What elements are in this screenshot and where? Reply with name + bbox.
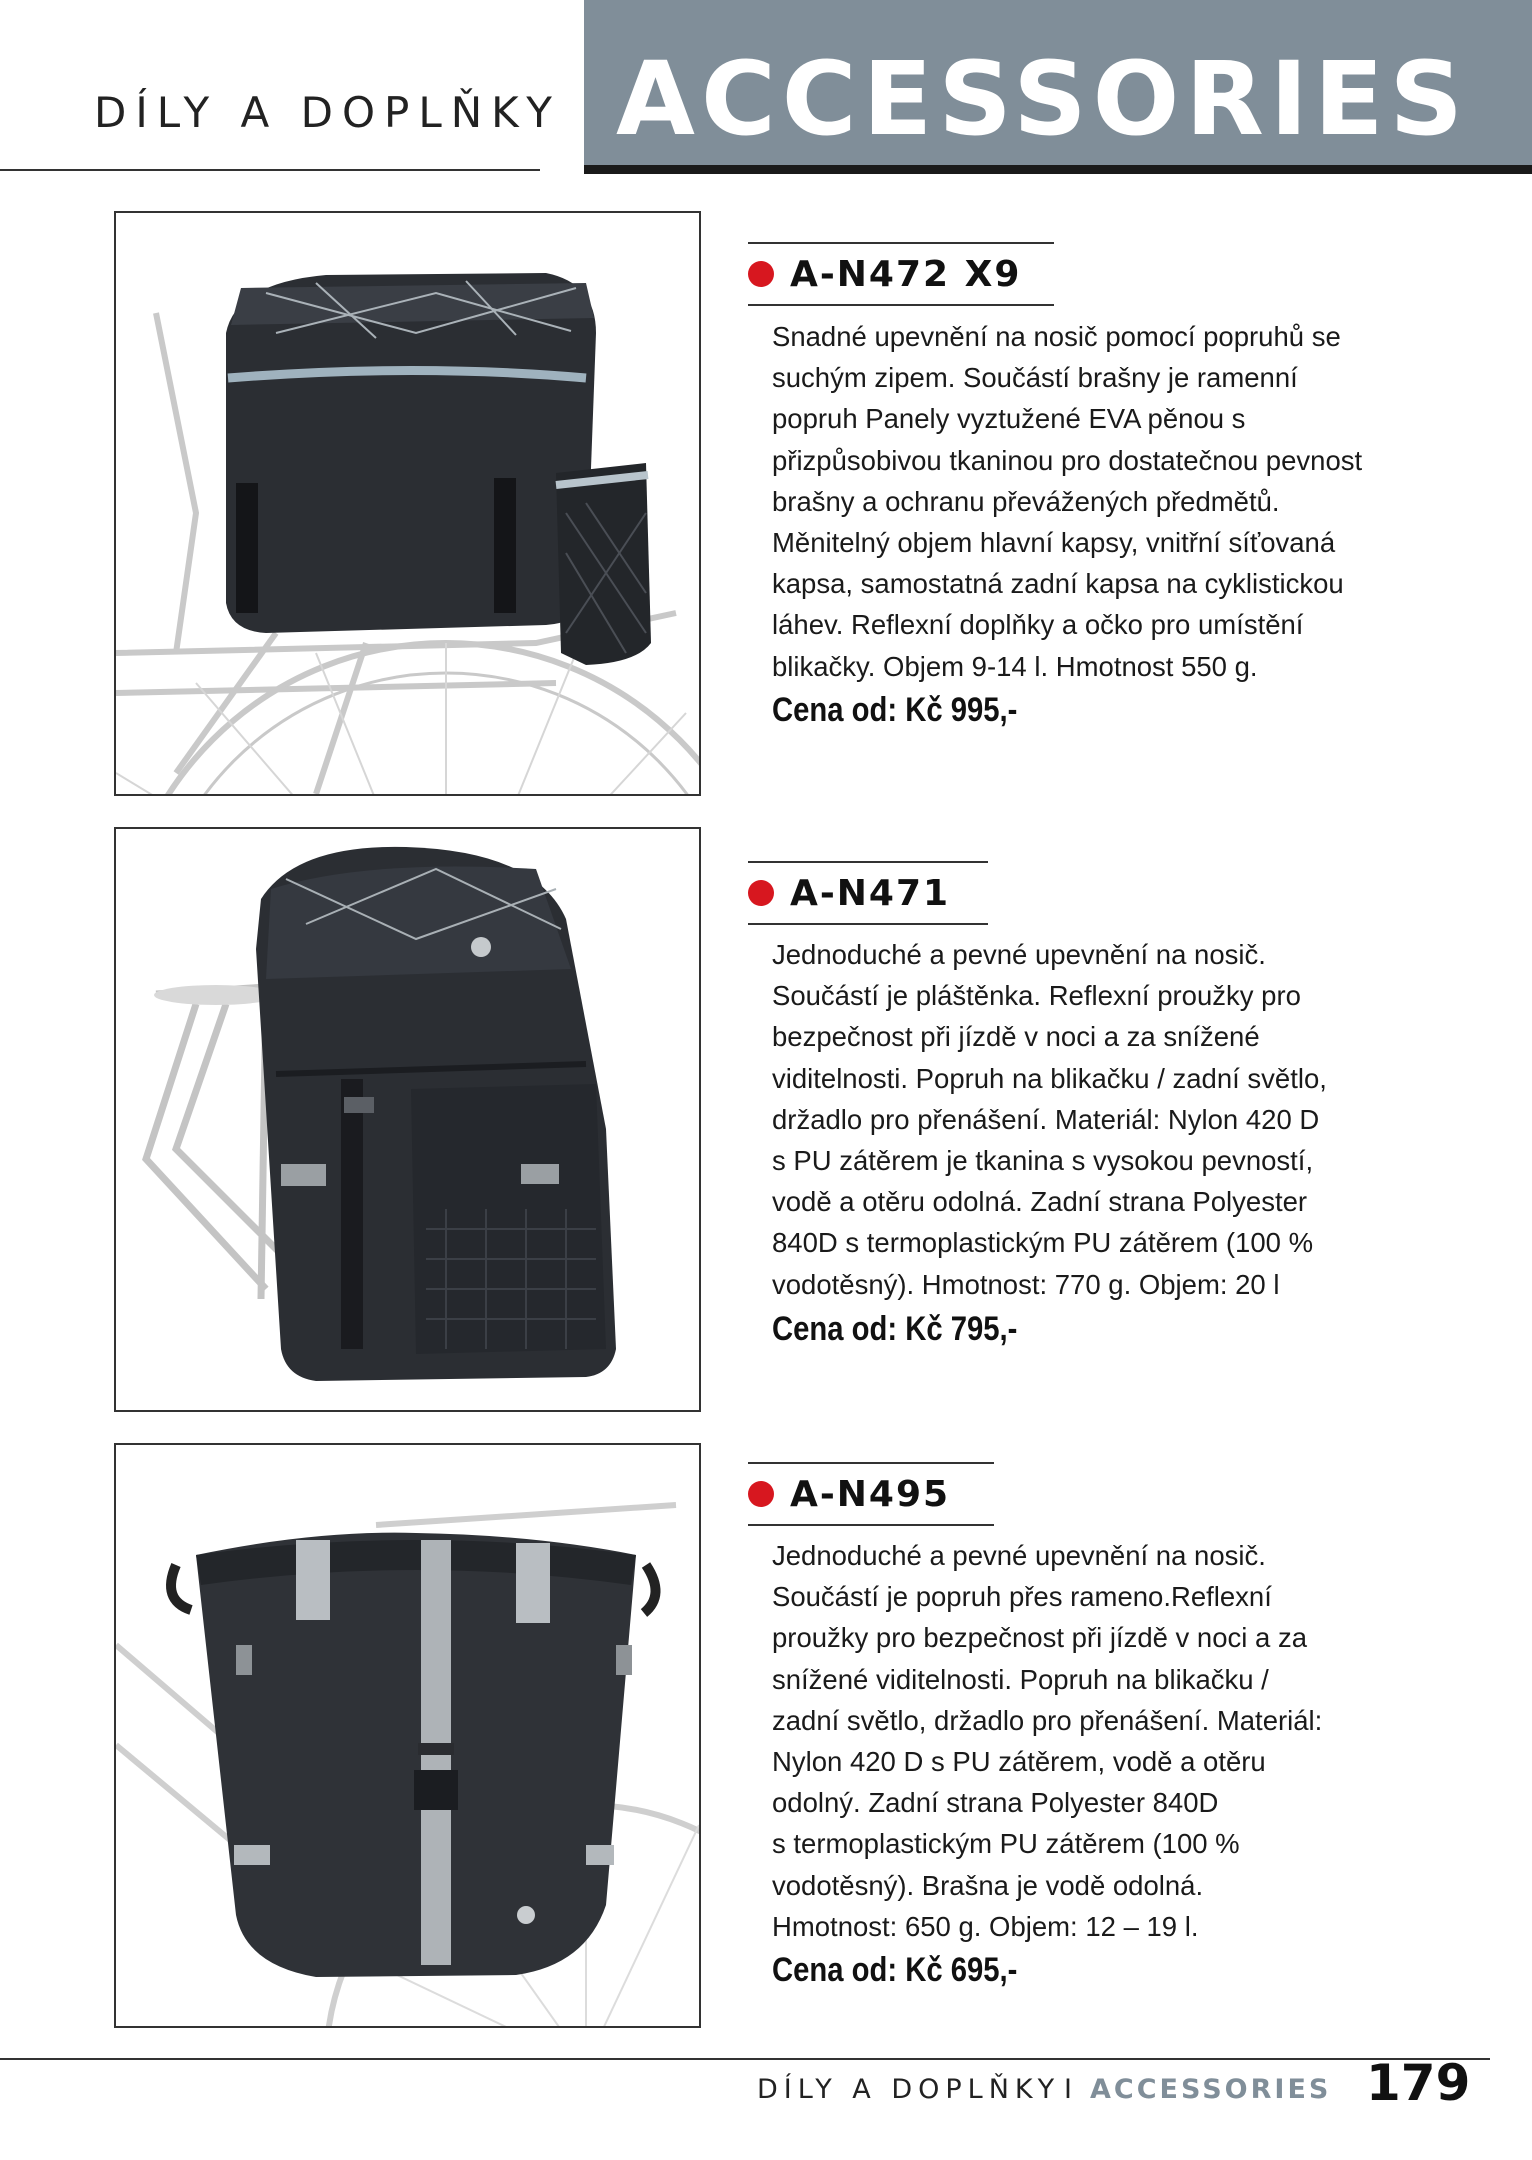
bullet-icon — [748, 880, 774, 906]
footer-section-title: DÍLY A DOPLŇKY — [757, 2074, 1061, 2105]
section-title: DÍLY A DOPLŇKY — [94, 88, 561, 137]
product-header-a-n495 — [748, 1462, 994, 1526]
product-code: A-N472 X9 — [790, 253, 1022, 295]
product-price: Cena od: Kč 795,- — [772, 1310, 1018, 1348]
pannier-bag-photo — [116, 829, 699, 1410]
product-header-a-n471 — [748, 861, 988, 925]
product-price: Cena od: Kč 695,- — [772, 1951, 1018, 1989]
title-rule-bottom — [748, 923, 988, 925]
header-divider — [0, 169, 540, 171]
product-photo-a-n472-x9 — [114, 211, 701, 796]
product-description: Jednoduché a pevné upevnění na nosič. Součástí je popruh přes rameno.Reflexní proužky pro bezpečnost při jízdě v noci a za snížené viditelnosti. Popruh na blikačku / zadní světlo, držadlo pro přenášení. Materiál: Nylon 420 D s PU zátěrem, vodě a otěru odolný. Zadní strana Polyester 840D s termoplastickým PU zátěrem (100 % vodotěsný). Brašna je vodě odolná. Hmotnost: 650 g. Objem: 12 – 19 l. — [772, 1540, 1323, 1942]
bullet-icon — [748, 1481, 774, 1507]
product-photo-a-n495 — [114, 1443, 701, 2028]
rack-trunk-bag-photo — [116, 213, 699, 794]
header-band — [584, 0, 1532, 174]
product-price: Cena od: Kč 995,- — [772, 691, 1018, 729]
page-number: 179 — [1366, 2054, 1471, 2112]
product-code: A-N495 — [790, 1473, 951, 1515]
footer-accessories: ACCESSORIES — [1090, 2074, 1332, 2105]
product-photo-a-n471 — [114, 827, 701, 1412]
product-description: Snadné upevnění na nosič pomocí popruhů se suchým zipem. Součástí brašny je ramenní popruh Panely vyztužené EVA pěnou s přizpůsobivou tkaninou pro dostatečnou pevnost brašny a ochranu převážených předmětů. Měnitelný objem hlavní kapsy, vnitřní síťovaná kapsa, samostatná zadní kapsa na cyklistickou láhev. Reflexní doplňky a očko pro umístění blikačky. Objem 9-14 l. Hmotnost 550 g. — [772, 321, 1363, 682]
product-code: A-N471 — [790, 872, 951, 914]
roll-top-pannier-photo — [116, 1445, 699, 2026]
title-row — [748, 244, 1054, 304]
header-band-title: ACCESSORIES — [616, 40, 1470, 159]
product-header-a-n472-x9 — [748, 242, 1054, 306]
product-description: Jednoduché a pevné upevnění na nosič. Součástí je pláštěnka. Reflexní proužky pro bezpečnost při jízdě v noci a za snížené viditelnosti. Popruh na blikačku / zadní světlo, držadlo pro přenášení. Materiál: Nylon 420 D s PU zátěrem je tkanina s vysokou pevností, vodě a otěru odolná. Zadní strana Polyester 840D s termoplastickým PU zátěrem (100 % vodotěsný). Hmotnost: 770 g. Objem: 20 l — [772, 939, 1327, 1300]
footer-divider — [0, 2058, 1490, 2060]
bullet-icon — [748, 261, 774, 287]
title-rule-bottom — [748, 1524, 994, 1526]
title-row — [748, 1464, 994, 1524]
title-rule-bottom — [748, 304, 1054, 306]
title-row — [748, 863, 988, 923]
footer-separator: I — [1064, 2074, 1072, 2105]
